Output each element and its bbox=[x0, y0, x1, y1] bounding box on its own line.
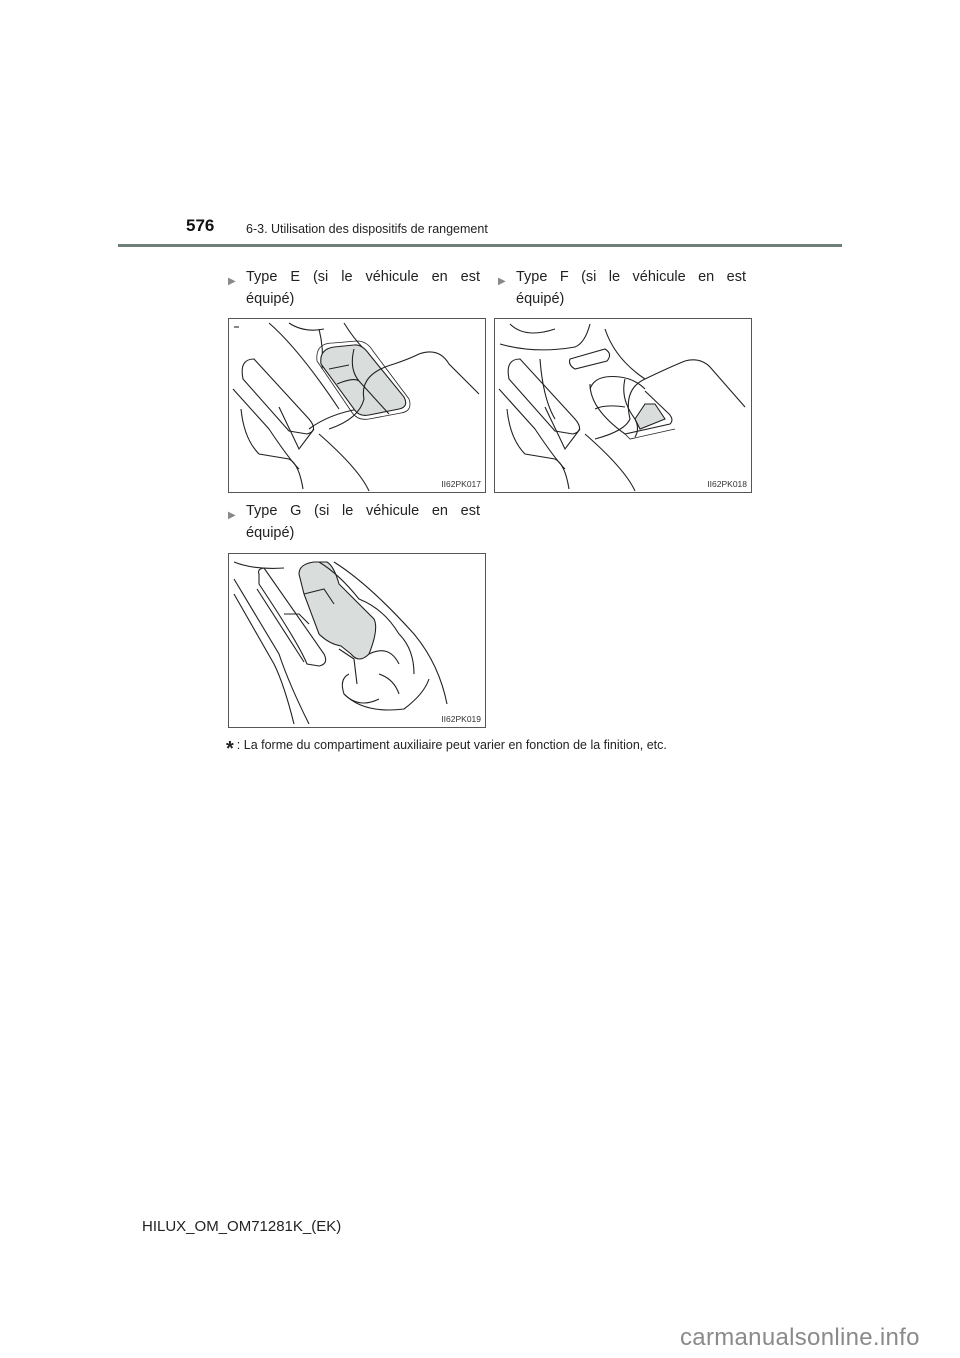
section-title: 6-3. Utilisation des dispositifs de rangement bbox=[246, 222, 488, 236]
item-label: Type F (si le véhicule en est bbox=[516, 269, 746, 285]
triangle-right-icon: ▶ bbox=[498, 276, 506, 287]
watermark: carmanualsonline.info bbox=[680, 1324, 920, 1351]
asterisk-icon: * bbox=[226, 738, 234, 760]
figure-type-f bbox=[494, 318, 752, 493]
item-label: Type G (si le véhicule en est bbox=[246, 503, 480, 519]
page-number: 576 bbox=[186, 216, 215, 235]
figure-code: II62PK017 bbox=[441, 479, 481, 489]
document-id: HILUX_OM_OM71281K_(EK) bbox=[142, 1218, 342, 1235]
figure-type-g bbox=[228, 553, 486, 728]
list-item-type-g bbox=[228, 500, 480, 544]
figure-code: II62PK019 bbox=[441, 714, 481, 724]
item-label-cont: équipé) bbox=[516, 291, 565, 307]
triangle-right-icon: ▶ bbox=[228, 276, 236, 287]
item-label-cont: équipé) bbox=[246, 291, 295, 307]
item-label-cont: équipé) bbox=[246, 525, 295, 541]
figure-type-e bbox=[228, 318, 486, 493]
triangle-right-icon: ▶ bbox=[228, 510, 236, 521]
list-item-type-f bbox=[498, 266, 746, 310]
item-label: Type E (si le véhicule en est bbox=[246, 269, 480, 285]
footnote-text: : La forme du compartiment auxiliaire peut varier en fonction de la finition, etc. bbox=[236, 738, 667, 752]
header-rule bbox=[118, 244, 842, 247]
list-item-type-e bbox=[228, 266, 480, 310]
footnote bbox=[226, 738, 667, 761]
figure-code: II62PK018 bbox=[707, 479, 747, 489]
